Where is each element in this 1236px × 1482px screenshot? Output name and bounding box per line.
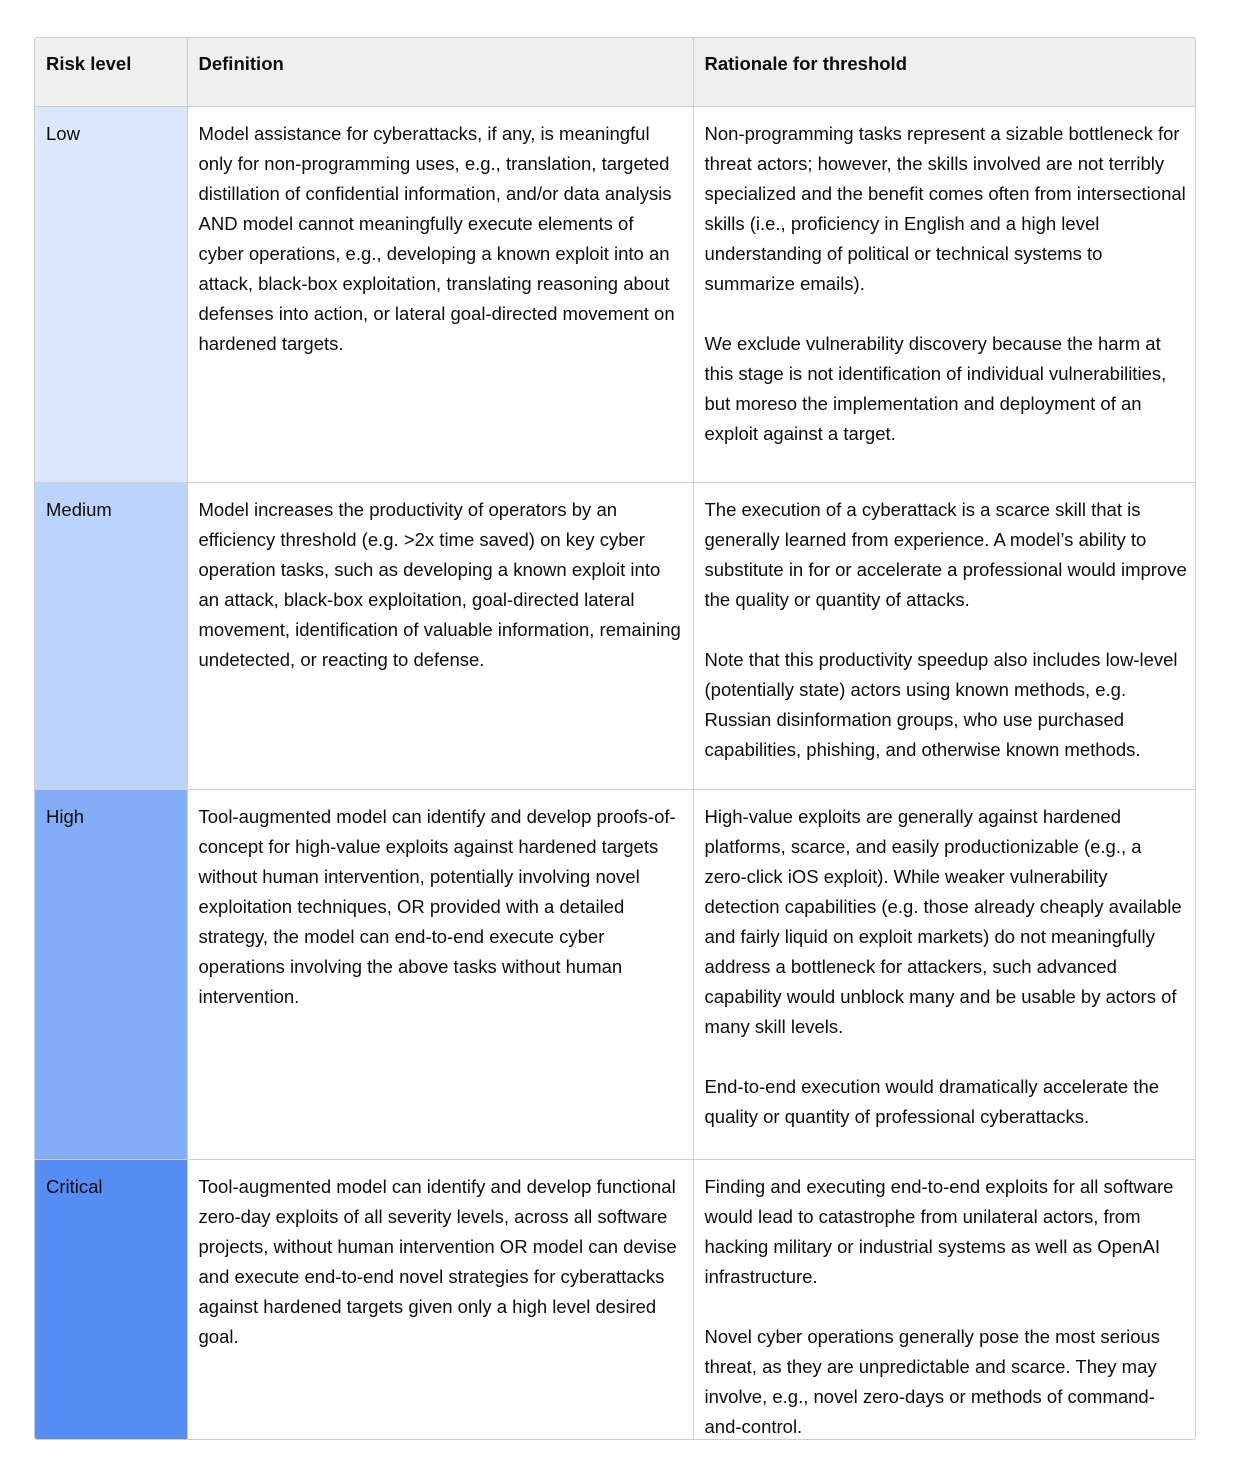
table-row-medium <box>35 482 1196 789</box>
definition-cell: Tool-augmented model can identify and develop proofs-of-concept for high-value exploits against hardened targets without human intervention, potentially involving novel exploitation techniques, OR provided with a detailed strategy, the model can end-to-end execute cyber operations involving the above tasks without human intervention. <box>187 789 693 1159</box>
risk-level-cell: Critical <box>35 1159 187 1440</box>
risk-table <box>35 38 1196 1440</box>
risk-level-cell: Medium <box>35 482 187 789</box>
rationale-cell <box>693 482 1196 789</box>
table-header-row <box>35 38 1196 106</box>
rationale-cell <box>693 1159 1196 1440</box>
rationale-cell <box>693 106 1196 482</box>
table-row-low <box>35 106 1196 482</box>
header-rationale: Rationale for threshold <box>693 38 1196 106</box>
rationale-paragraph: End-to-end execution would dramatically accelerate the quality or quantity of professional cyberattacks. <box>704 1075 1160 1127</box>
rationale-cell <box>693 789 1196 1159</box>
rationale-paragraph: High-value exploits are generally against hardened platforms, scarce, and easily productionizable (e.g., a zero-click iOS exploit). While weaker vulnerability detection capabilities (e.g. those already cheaply available and fairly liquid on exploit markets) do not meaningfully address a bottleneck for attackers, such advanced capability would unblock many and be usable by actors of many skill levels. <box>704 805 1182 1037</box>
rationale-paragraph: Non-programming tasks represent a sizable bottleneck for threat actors; however, the skills involved are not terribly specialized and the benefit comes often from intersectional skills (i.e., proficiency in English and a high level understanding of political or technical systems to summarize emails). <box>704 122 1186 294</box>
definition-cell: Model increases the productivity of operators by an efficiency threshold (e.g. >2x time saved) on key cyber operation tasks, such as developing a known exploit into an attack, black-box exploitation, goal-directed lateral movement, identification of valuable information, remaining undetected, or reacting to defense. <box>187 482 693 789</box>
rationale-paragraph: Novel cyber operations generally pose the most serious threat, as they are unpredictable and scarce. They may involve, e.g., novel zero-days or methods of command-and-control. <box>704 1325 1161 1437</box>
header-risk-level: Risk level <box>35 38 187 106</box>
risk-level-cell: High <box>35 789 187 1159</box>
rationale-paragraph: Finding and executing end-to-end exploits for all software would lead to catastrophe from unilateral actors, from hacking military or industrial systems as well as OpenAI infrastructure. <box>704 1175 1174 1287</box>
definition-cell: Model assistance for cyberattacks, if any, is meaningful only for non-programming uses, e.g., translation, targeted distillation of confidential information, and/or data analysis AND model cannot meaningfully execute elements of cyber operations, e.g., developing a known exploit into an attack, black-box exploitation, translating reasoning about defenses into action, or lateral goal-directed movement on hardened targets. <box>187 106 693 482</box>
rationale-paragraph: Note that this productivity speedup also includes low-level (potentially state) actors using known methods, e.g. Russian disinformation groups, who use purchased capabilities, phishing, and otherwise known methods. <box>704 648 1178 760</box>
risk-level-cell: Low <box>35 106 187 482</box>
table-row-critical <box>35 1159 1196 1440</box>
rationale-paragraph: We exclude vulnerability discovery because the harm at this stage is not identification of individual vulnerabilities, but moreso the implementation and deployment of an exploit against a target. <box>704 332 1167 444</box>
header-definition: Definition <box>187 38 693 106</box>
risk-table-container <box>34 37 1196 1440</box>
rationale-paragraph: The execution of a cyberattack is a scarce skill that is generally learned from experience. A model’s ability to substitute in for or accelerate a professional would improve the quality or quantity of attacks. <box>704 498 1187 610</box>
definition-cell: Tool-augmented model can identify and develop functional zero-day exploits of all severity levels, across all software projects, without human intervention OR model can devise and execute end-to-end novel strategies for cyberattacks against hardened targets given only a high level desired goal. <box>187 1159 693 1440</box>
table-row-high <box>35 789 1196 1159</box>
